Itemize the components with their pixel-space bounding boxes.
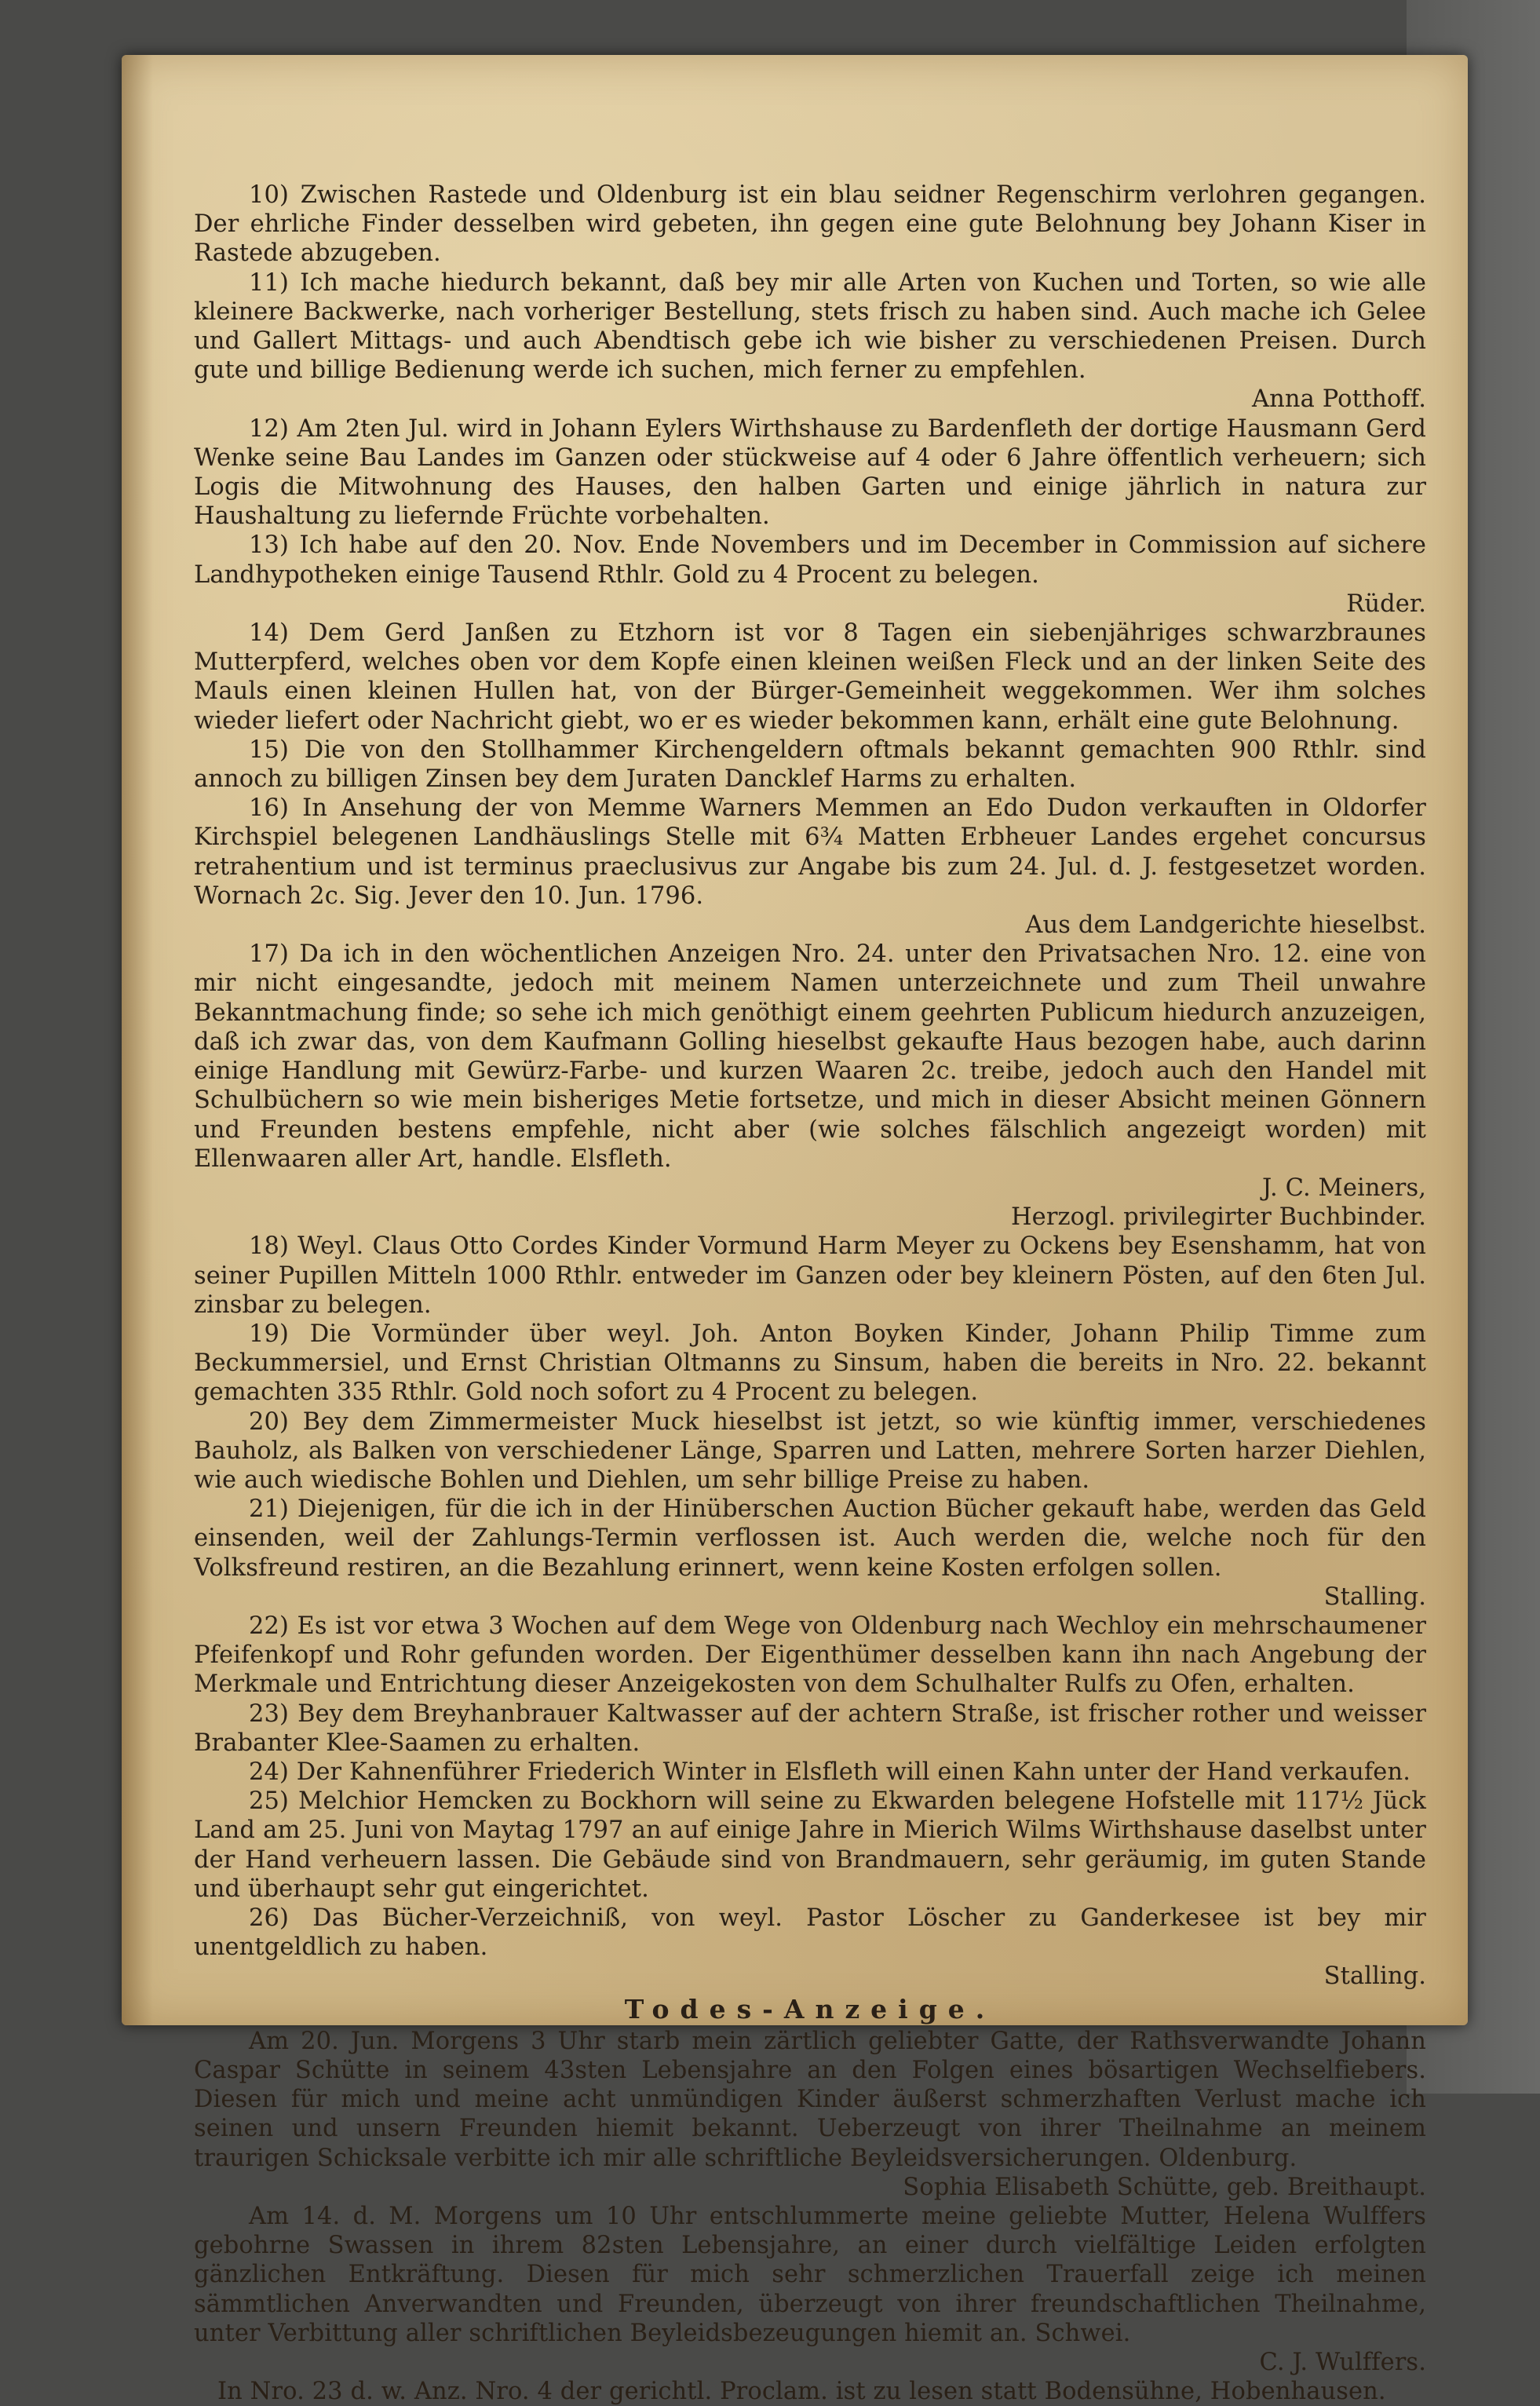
death-notice-2-signature: C. J. Wulffers.	[1259, 2349, 1426, 2377]
entry-16-signature: Aus dem Landgerichte hieselbst.	[1025, 911, 1426, 940]
entry-11-signature: Anna Potthoff.	[1252, 385, 1426, 414]
entry-26: 26) Das Bücher-Verzeichniß, von weyl. Pastor Löscher zu Ganderkesee ist bey mir unentgeldlich zu haben.	[194, 1904, 1426, 1962]
entry-23: 23) Bey dem Breyhanbrauer Kaltwasser auf der achtern Straße, ist frischer rother und weisser Brabanter Klee-Saamen zu erhalten.	[194, 1700, 1426, 1757]
entry-21: 21) Diejenigen, für die ich in der Hinüberschen Auction Bücher gekauft habe, werden das Geld einsenden, weil der Zahlungs-Termin verflossen ist. Auch werden die, welche noch für den Volksfreund restiren, an die Bezahlung erinnert, wenn keine Kosten erfolgen sollen.	[194, 1495, 1426, 1582]
newspaper-page	[122, 55, 1468, 2406]
entry-20: 20) Bey dem Zimmermeister Muck hieselbst ist jetzt, so wie künftig immer, verschiedenes Bauholz, als Balken von verschiedener Länge, Sparren und Latten, mehrere Sorten harzer Diehlen, wie auch wiedische Bohlen und Diehlen, um sehr billige Preise zu haben.	[194, 1407, 1426, 1494]
page-text	[194, 181, 1426, 2406]
entry-17-signature-title: Herzogl. privilegirter Buchbinder.	[1010, 1203, 1426, 1232]
death-notice-1-signature: Sophia Elisabeth Schütte, geb. Breithaupt.	[903, 2173, 1426, 2201]
entry-24: 24) Der Kahnenführer Friederich Winter in Elsfleth will einen Kahn unter der Hand verkaufen.	[249, 1758, 1410, 1786]
entry-13: 13) Ich habe auf den 20. Nov. Ende Novembers und im December in Commission auf sichere Landhypotheken einige Tausend Rthlr. Gold zu 4 Procent zu belegen.	[194, 531, 1426, 589]
death-notice-2: Am 14. d. M. Morgens um 10 Uhr entschlummerte meine geliebte Mutter, Helena Wulffers gebohrne Swassen in ihrem 82sten Lebensjahre, an einer durch vielfältige Leiden erfolgten gänzlichen Entkräftung. Diesen für mich sehr schmerzlichen Trauerfall zeige ich meinen sämmtlichen Anverwandten und Freunden, überzeugt von ihrer freundschaftlichen Theilnahme, unter Verbittung aller schriftlichen Beyleidsbezeugungen hiemit an. Schwei.	[194, 2203, 1426, 2347]
entry-18: 18) Weyl. Claus Otto Cordes Kinder Vormund Harm Meyer zu Ockens bey Esenshamm, hat von seiner Pupillen Mitteln 1000 Rthlr. entweder im Ganzen oder bey kleinern Pösten, auf den 6ten Jul. zinsbar zu belegen.	[194, 1232, 1426, 1319]
entry-17-signature: J. C. Meiners,	[1262, 1174, 1426, 1202]
page-fold-shadow	[122, 55, 153, 2025]
entry-17: 17) Da ich in den wöchentlichen Anzeigen Nro. 24. unter den Privatsachen Nro. 12. eine von mir nicht eingesandte, jedoch mit meinem Namen unterzeichnete und zum Theil unwahre Bekanntmachung finde; so sehe ich mich genöthigt einem geehrten Publicum hiedurch anzuzeigen, daß ich zwar das, von dem Kaufmann Golling hieselbst gekaufte Haus bezogen habe, auch darinn einige Handlung mit Gewürz-Farbe- und kurzen Waaren 2c. treibe, jedoch auch den Handel mit Schulbüchern so wie mein bisheriges Metie fortsetze, und mich in dieser Absicht meinen Gönnern und Freunden bestens empfehle, nicht aber (wie solches fälschlich angezeigt worden) mit Ellenwaaren aller Art, handle. Elsfleth.	[194, 940, 1426, 1173]
entry-15: 15) Die von den Stollhammer Kirchengeldern oftmals bekannt gemachten 900 Rthlr. sind annoch zu billigen Zinsen bey dem Juraten Dancklef Harms zu erhalten.	[194, 736, 1426, 794]
entry-10: 10) Zwischen Rastede und Oldenburg ist ein blau seidner Regenschirm verlohren gegangen. Der ehrliche Finder desselben wird gebeten, ihn gegen eine gute Belohnung bey Johann Kiser in Rastede abzugeben.	[194, 181, 1426, 268]
entry-19: 19) Die Vormünder über weyl. Joh. Anton Boyken Kinder, Johann Philip Timme zum Beckummersiel, und Ernst Christian Oltmanns zu Sinsum, haben die bereits in Nro. 22. bekannt gemachten 335 Rthlr. Gold noch sofort zu 4 Procent zu belegen.	[194, 1320, 1426, 1407]
entry-13-signature: Rüder.	[1346, 590, 1426, 618]
entry-26-signature: Stalling.	[1323, 1962, 1426, 1991]
entry-11: 11) Ich mache hiedurch bekannt, daß bey mir alle Arten von Kuchen und Torten, so wie alle kleinere Backwerke, nach vorheriger Bestellung, stets frisch zu haben sind. Auch mache ich Gelee und Gallert Mittags- und auch Abendtisch gebe ich wie bisher zu verschiedenen Preisen. Durch gute und billige Bedienung werde ich suchen, mich ferner zu empfehlen.	[194, 268, 1426, 385]
entry-25: 25) Melchior Hemcken zu Bockhorn will seine zu Ekwarden belegene Hofstelle mit 117½ Jück Land am 25. Juni von Maytag 1797 an auf einige Jahre in Mierich Wilms Wirthshause daselbst unter der Hand verheuern lassen. Die Gebäude sind von Brandmauern, sehr geräumig, im guten Stande und überhaupt sehr gut eingerichtet.	[194, 1787, 1426, 1903]
entry-21-signature: Stalling.	[1323, 1583, 1426, 1611]
death-notice-heading: Todes-Anzeige.	[624, 1993, 996, 2024]
death-notice-1: Am 20. Jun. Morgens 3 Uhr starb mein zärtlich geliebter Gatte, der Rathsverwandte Johann Caspar Schütte in seinem 43sten Lebensjahre an den Folgen eines bösartigen Wechselfiebers. Diesen für mich und meine acht unmündigen Kinder äußerst schmerzhaften Verlust mache ich seinen und unsern Freunden hiemit bekannt. Ueberzeugt von ihrer Theilnahme an meinem traurigen Schicksale verbitte ich mir alle schriftliche Beyleidsversicherungen. Oldenburg.	[194, 2027, 1426, 2172]
entry-22: 22) Es ist vor etwa 3 Wochen auf dem Wege von Oldenburg nach Wechloy ein mehrschaumener Pfeifenkopf und Rohr gefunden worden. Der Eigenthümer desselben kann ihn nach Angebung der Merkmale und Entrichtung dieser Anzeigekosten von dem Schulhalter Rulfs zu Ofen, erhalten.	[194, 1612, 1426, 1699]
correction-note: In Nro. 23 d. w. Anz. Nro. 4 der gerichtl. Proclam. ist zu lesen statt Bodensühne, Hobenhausen.	[217, 2378, 1386, 2406]
entry-16: 16) In Ansehung der von Memme Warners Memmen an Edo Dudon verkauften in Oldorfer Kirchspiel belegenen Landhäuslings Stelle mit 6¾ Matten Erbheuer Landes ergehet concursus retrahentium und ist terminus praeclusivus zur Angabe bis zum 24. Jul. d. J. festgesetzet worden. Wornach 2c. Sig. Jever den 10. Jun. 1796.	[194, 794, 1426, 910]
entry-14: 14) Dem Gerd Janßen zu Etzhorn ist vor 8 Tagen ein siebenjähriges schwarzbraunes Mutterpferd, welches oben vor dem Kopfe einen kleinen weißen Fleck und an der linken Seite des Mauls einen kleinen Hullen hat, von der Bürger-Gemeinheit weggekommen. Wer ihm solches wieder liefert oder Nachricht giebt, wo er es wieder bekommen kann, erhält eine gute Belohnung.	[194, 619, 1426, 735]
entry-12: 12) Am 2ten Jul. wird in Johann Eylers Wirthshause zu Bardenfleth der dortige Hausmann Gerd Wenke seine Bau Landes im Ganzen oder stückweise auf 4 oder 6 Jahre öffentlich verheuern; sich Logis die Mitwohnung des Hauses, den halben Garten und einige jährlich in natura zur Haushaltung zu liefernde Früchte vorbehalten.	[194, 414, 1426, 531]
